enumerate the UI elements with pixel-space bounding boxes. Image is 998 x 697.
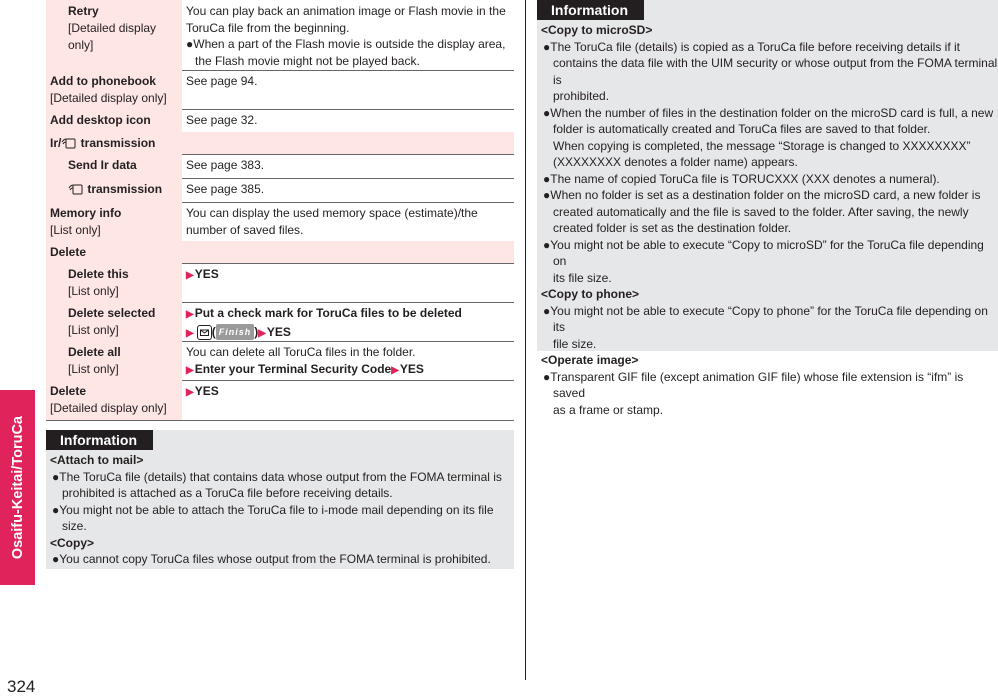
- arrow-icon: ▶: [186, 327, 194, 339]
- section-side-tab: Osaifu-Keitai/ToruCa: [0, 390, 35, 585]
- group-inset: [46, 263, 64, 380]
- mail-key-icon: [197, 325, 212, 340]
- arrow-icon: ▶: [391, 364, 399, 376]
- table-row-ir-transmission: Ir/ transmission: [46, 132, 514, 155]
- info-box-right: Information <Copy to microSD> ●The ToruCa file (details) is copied as a ToruCa file before receiving details if it contains the data file with the UIM security or whose output from the FOMA terminal is prohibited. ●When the number of files in the destination folder on the microSD card is full, a new folder is automatically created and ToruCa files are saved to that folder. When copying is completed, the message “Storage is changed to XXXXXXXX” (XXXXXXXX denotes a folder name) appears. ●The name of copied ToruCa file is TORUCXXX (XXX denotes a numeral). ●When no folder is set as a destination folder on the microSD card, a new folder is created automatically and the file is saved to the folder. After saving, the newly created folder is set as the destination folder. ●You might not be able to execute “Copy to microSD” for the ToruCa file depending on its file size. <Copy to phone> ●You might not be able to execute “Copy to phone” for the ToruCa file depending on its file size. <Operate image> ●Transparent GIF file (except animation GIF file) whose file extension is “ifm” is saved as a frame or stamp.: [537, 0, 998, 351]
- column-divider: [525, 0, 526, 680]
- table-row-delete-detail: Delete [Detailed display only] ▶YES: [46, 380, 514, 421]
- table-row-delete-this: Delete this [List only] ▶YES: [64, 263, 514, 303]
- table-row-memory-info: Memory info [List only] You can display the used memory space (estimate)/the number of saved files.: [46, 202, 514, 242]
- arrow-icon: ▶: [258, 327, 266, 339]
- table-row-add-phonebook: Add to phonebook [Detailed display only] See page 94.: [46, 70, 514, 110]
- info-header: Information: [537, 0, 644, 20]
- arrow-icon: ▶: [186, 364, 194, 376]
- table-row-add-desktop: Add desktop icon See page 32.: [46, 109, 514, 133]
- arrow-icon: ▶: [186, 270, 194, 281]
- info-box-left: Information <Attach to mail> ●The ToruCa file (details) that contains data whose output from the FOMA terminal is prohibited is attached as a ToruCa file before receiving details. ●You might not be able to attach the ToruCa file to i-mode mail depending on its file size. <Copy> ●You cannot copy ToruCa files whose output from the FOMA terminal is prohibited.: [46, 430, 514, 569]
- ir-icon: [68, 182, 84, 195]
- group-inset: [46, 154, 64, 202]
- ir-icon: [61, 136, 77, 149]
- table-row-send-ir: Send Ir data See page 383.: [64, 154, 514, 179]
- finish-softkey-icon: Finish: [216, 324, 255, 341]
- arrow-icon: ▶: [186, 387, 194, 398]
- table-row-delete-selected: Delete selected [List only] ▶Put a check mark for ToruCa files to be deleted ▶ ( Finish )▶YES: [64, 302, 514, 342]
- table-row-delete-all: Delete all [List only] You can delete all ToruCa files in the folder. ▶Enter your Terminal Security Code▶YES: [64, 341, 514, 381]
- table-row-retry: Retry [Detailed display only] You can play back an animation image or Flash movie in the ToruCa file from the beginning. ●When a part of the Flash movie is outside the display area, the Flash movie might not be played back.: [46, 0, 514, 71]
- table-row-transmission: transmission See page 385.: [64, 178, 514, 203]
- bullet-icon: ●: [186, 37, 194, 51]
- page-number: 324: [7, 677, 36, 696]
- arrow-icon: ▶: [186, 309, 194, 320]
- table-row-delete-group: Delete: [46, 241, 514, 264]
- info-header: Information: [46, 430, 153, 450]
